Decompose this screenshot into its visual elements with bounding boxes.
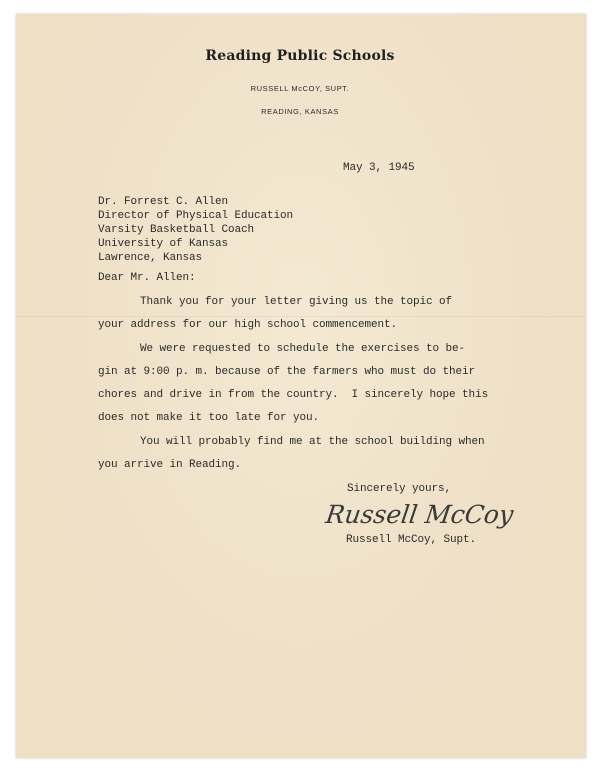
handwritten-signature: Russell McCoy (323, 500, 516, 529)
recipient-name: Dr. Forrest C. Allen (98, 196, 229, 208)
letterhead-organization: Reading Public Schools (205, 48, 395, 64)
recipient-city: Lawrence, Kansas (98, 252, 203, 264)
letterhead-superintendent: RUSSELL McCOY, SUPT. (250, 84, 350, 93)
letter-date: May 3, 1945 (343, 162, 415, 174)
signatory-name: Russell McCoy, Supt. (346, 534, 477, 546)
body-line: gin at 9:00 p. m. because of the farmers who must do their (98, 366, 476, 378)
body-line: We were requested to schedule the exercises to be- (140, 343, 466, 355)
body-line: chores and drive in from the country. I sincerely hope this (98, 389, 489, 401)
paper-fold (16, 316, 586, 318)
letter-paper (16, 14, 586, 758)
recipient-title-1: Director of Physical Education (98, 210, 294, 222)
body-line: your address for our high school commencement. (98, 319, 398, 331)
recipient-title-2: Varsity Basketball Coach (98, 224, 255, 236)
body-line: does not make it too late for you. (98, 412, 320, 424)
letterhead-location: READING, KANSAS (261, 107, 339, 116)
body-line: Thank you for your letter giving us the topic of (140, 296, 453, 308)
recipient-institution: University of Kansas (98, 238, 229, 250)
body-line: you arrive in Reading. (98, 459, 242, 471)
salutation: Dear Mr. Allen: (98, 272, 196, 284)
closing: Sincerely yours, (347, 483, 452, 495)
body-line: You will probably find me at the school building when (140, 436, 485, 448)
